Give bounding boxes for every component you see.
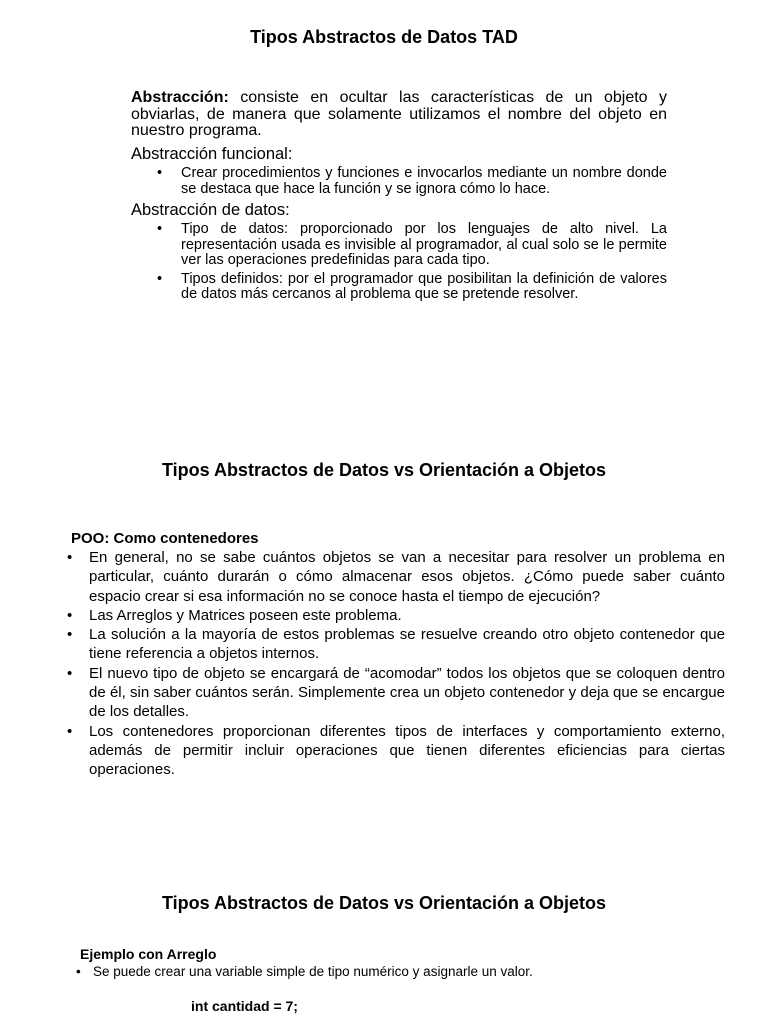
list-item-text: Se puede crear una variable simple de tipo numérico y asignarle un valor.: [93, 964, 533, 979]
functional-abstraction-list: [131, 166, 667, 197]
bullet-icon: •: [157, 270, 163, 287]
bullet-icon: •: [67, 664, 73, 682]
list-item-text: Los contenedores proporcionan diferentes tipos de interfaces y comportamiento externo, además de permitir incluir operaciones que tienen diferentes eficiencias para ciertas operaciones.: [89, 722, 725, 779]
abstraction-definition: [131, 90, 667, 140]
list-item-text: El nuevo tipo de objeto se encargará de “acomodar” todos los objetos que se coloquen dentro de él, sin saber cuántos serán. Simplemente crea un objeto contenedor y deja que se encargue de los detalles.: [89, 664, 725, 721]
list-item-text: Las Arreglos y Matrices poseen este problema.: [89, 606, 402, 624]
list-item-text: Tipo de datos: proporcionado por los lenguajes de alto nivel. La representación usada es invisible al programador, al cual solo se le permite ver las operaciones predefinidas para cada tipo.: [181, 221, 667, 268]
bullet-icon: •: [67, 606, 73, 624]
page-title: Tipos Abstractos de Datos TAD: [250, 27, 518, 47]
list-item-text: En general, no se sabe cuántos objetos se van a necesitar para resolver un problema en particular, cuánto durarán o cómo almacenar esos objetos. ¿Cómo puede saber cuánto espacio crear si esa información no se conoce hasta el tiempo de ejecución?: [89, 549, 725, 605]
containers-list: [65, 548, 725, 780]
array-example-list: [76, 963, 696, 980]
list-item-text: Tipos definidos: por el programador que posibilitan la definición de valores de datos más cercanos al problema que se pretende resolver.: [181, 270, 667, 302]
code-snippet: int cantidad = 7;: [191, 998, 298, 1014]
list-item: [65, 625, 725, 664]
bullet-icon: •: [157, 221, 163, 237]
list-item-text: La solución a la mayoría de estos problemas se resuelve creando otro objeto contenedor que tiene referencia a objetos internos.: [89, 626, 725, 663]
data-abstraction-heading: Abstracción de datos:: [131, 201, 290, 219]
list-item: [65, 606, 725, 625]
section-title: Tipos Abstractos de Datos vs Orientación a Objetos: [161, 460, 607, 480]
list-item: [131, 272, 667, 303]
section-subtitle: Ejemplo con Arreglo: [80, 946, 217, 962]
section-subtitle: POO: Como contenedores: [71, 530, 259, 547]
list-item-text: Crear procedimientos y funciones e invocarlos mediante un nombre donde se destaca que hace la función y se ignora cómo lo hace.: [181, 165, 667, 197]
list-item: [65, 722, 725, 780]
bullet-icon: •: [157, 165, 163, 181]
list-item: [131, 166, 667, 197]
bullet-icon: •: [67, 722, 73, 740]
list-item: [131, 222, 667, 269]
abstraction-term: Abstracción:: [131, 89, 229, 106]
list-item: [65, 664, 725, 722]
bullet-icon: •: [67, 549, 73, 566]
bullet-icon: •: [76, 964, 81, 979]
section-title: Tipos Abstractos de Datos vs Orientación a Objetos: [161, 893, 607, 913]
list-item: [76, 963, 696, 980]
list-item: [65, 548, 725, 606]
functional-abstraction-heading: Abstracción funcional:: [131, 145, 293, 163]
data-abstraction-list: [131, 222, 667, 303]
bullet-icon: •: [67, 626, 73, 644]
abstraction-text: consiste en ocultar las características de un objeto y obviarlas, de manera que solamente utilizamos el nombre del objeto en nuestro programa.: [131, 89, 667, 139]
